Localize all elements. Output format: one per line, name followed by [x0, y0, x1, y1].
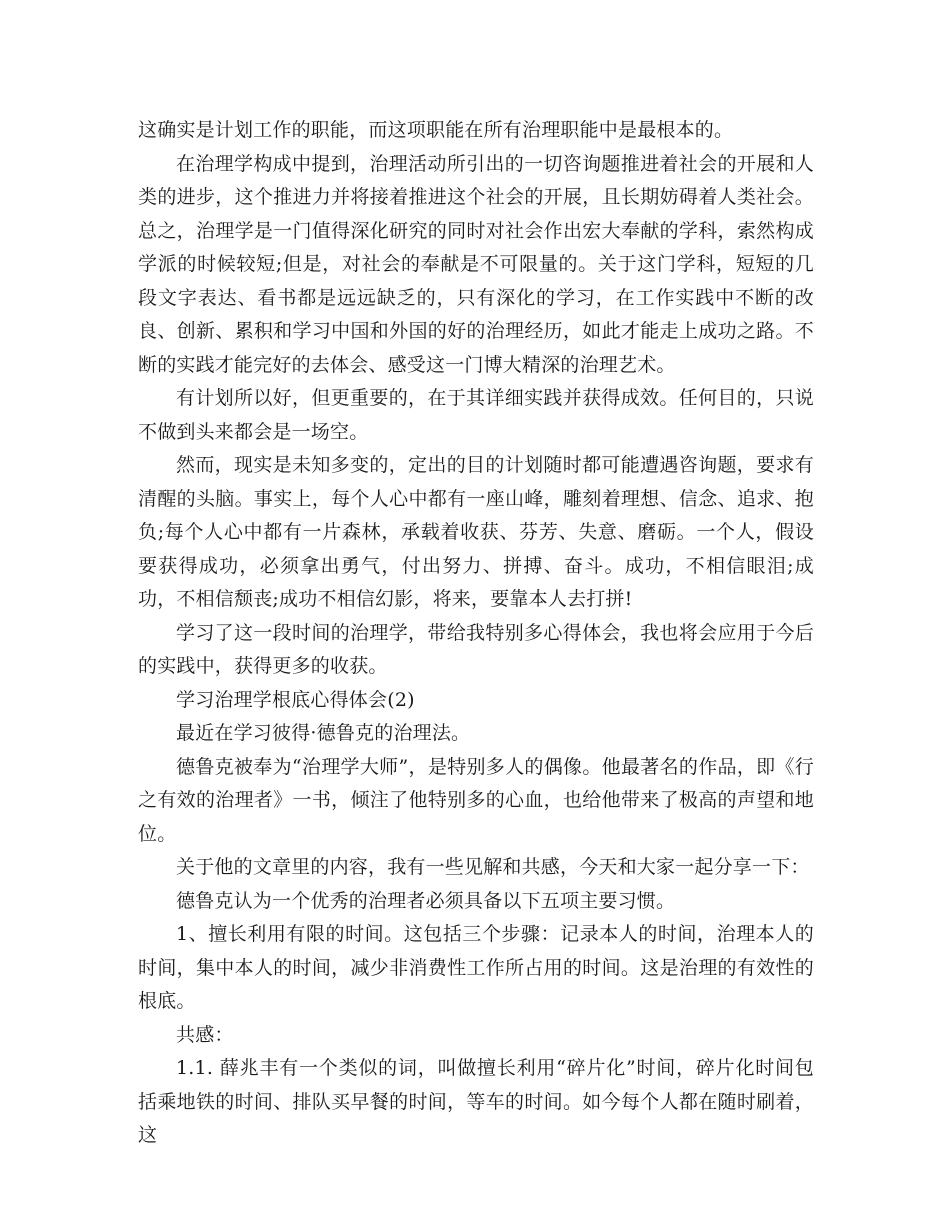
section-heading: 学习治理学根底心得体会(2): [176, 688, 415, 711]
paragraph: 然而，现实是未知多变的，定出的目的计划随时都可能遭遇咨询题，要求有清醒的头脑。事实上，每个人心中都有一座山峰，雕刻着理想、信念、追求、抱负;每个人心中都有一片森林，承载着收获、芬芳、失意、磨砺。一个人，假设要获得成功，必须拿出勇气，付出努力、拼搏、奋斗。成功，不相信眼泪;成功，不相信颓丧;成功不相信幻影，将来，要靠本人去打拼!: [138, 454, 814, 610]
paragraph: 共感：: [176, 1023, 234, 1046]
document-page: [138, 114, 814, 1153]
paragraph: 关于他的文章里的内容，我有一些见解和共感，今天和大家一起分享一下：: [176, 856, 810, 878]
paragraph: 这确实是计划工作的职能，而这项职能在所有治理职能中是最根本的。: [138, 119, 734, 141]
paragraph: 学习了这一段时间的治理学，带给我特别多心得体会，我也将会应用于今后的实践中，获得更多的收获。: [138, 621, 814, 677]
paragraph: 有计划所以好，但更重要的，在于其详细实践并获得成效。任何目的，只说不做到头来都会是一场空。: [138, 387, 814, 443]
paragraph: 德鲁克被奉为“治理学大师”，是特别多人的偶像。他最著名的作品，即《行之有效的治理者》一书，倾注了他特别多的心血，也给他带来了极高的声望和地位。: [138, 755, 814, 845]
paragraph: 1、擅长利用有限的时间。这包括三个步骤：记录本人的时间，治理本人的时间，集中本人的时间，减少非消费性工作所占用的时间。这是治理的有效性的根底。: [138, 923, 814, 1012]
paragraph: 德鲁克认为一个优秀的治理者必须具备以下五项主要习惯。: [176, 889, 676, 912]
paragraph: 最近在学习彼得·德鲁克的治理法。: [176, 722, 471, 744]
paragraph: 在治理学构成中提到，治理活动所引出的一切咨询题推进着社会的开展和人类的进步，这个推进力并将接着推进这个社会的开展，且长期妨碍着人类社会。总之，治理学是一门值得深化研究的同时对社会作出宏大奉献的学科，索然构成学派的时候较短;但是，对社会的奉献是不可限量的。关于这门学科，短短的几段文字表达、看书都是远远缺乏的，只有深化的学习，在工作实践中不断的改良、创新、累积和学习中国和外国的好的治理经历，如此才能走上成功之路。不断的实践才能完好的去体会、感受这一门博大精深的治理艺术。: [138, 152, 814, 376]
paragraph: 1.1. 薛兆丰有一个类似的词，叫做擅长利用“碎片化”时间，碎片化时间包括乘地铁的时间、排队买早餐的时间，等车的时间。如今每个人都在随时刷着，这: [138, 1057, 814, 1146]
